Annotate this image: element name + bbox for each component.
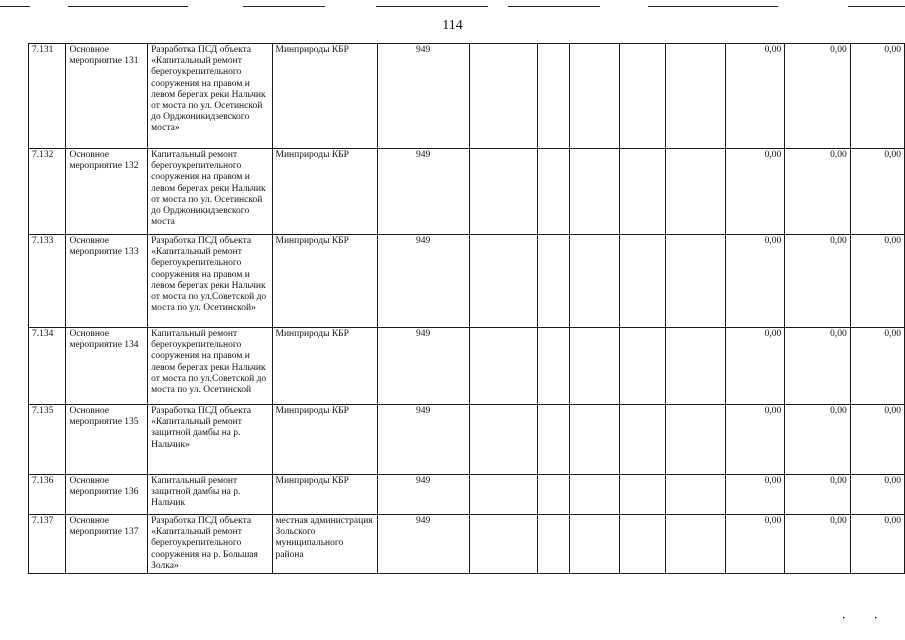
executor: Минприроды КБР — [272, 405, 377, 475]
scan-rule-6 — [648, 6, 778, 7]
measure-type: Основное мероприятие 134 — [66, 328, 148, 405]
table-row — [29, 235, 905, 328]
measure-type: Основное мероприятие 135 — [66, 405, 148, 475]
measure-name: Разработка ПСД объекта «Капитальный ремонт берегоукрепительного сооружения на правом и левом берегах реки Нальчик от моста по ул.Советской до моста по ул. Осетинской» — [148, 235, 272, 328]
amount-3: 0,00 — [850, 515, 904, 574]
empty-cell — [469, 515, 537, 574]
scan-rule-7 — [848, 6, 905, 7]
measure-name: Капитальный ремонт берегоукрепительного сооружения на правом и левом берегах реки Нальчик от моста по ул.Советской до моста по ул. Осетинской — [148, 328, 272, 405]
executor: Минприроды КБР — [272, 475, 377, 515]
empty-cell — [469, 328, 537, 405]
scan-rule-5 — [508, 6, 600, 7]
amount-2: 0,00 — [785, 515, 851, 574]
scan-rule-3 — [243, 6, 325, 7]
budget-code: 949 — [377, 405, 469, 475]
table-row — [29, 405, 905, 475]
empty-cell — [665, 44, 726, 149]
scan-rule-4 — [376, 6, 488, 7]
row-number: 7.133 — [29, 235, 66, 328]
scan-rule-2 — [68, 6, 188, 7]
empty-cell — [665, 405, 726, 475]
measures-table — [28, 43, 905, 574]
measure-name: Капитальный ремонт берегоукрепительного сооружения на правом и левом берегах реки Нальчик от моста по ул. Осетинской до Орджоникидзевского моста — [148, 149, 272, 235]
empty-cell — [665, 235, 726, 328]
amount-1: 0,00 — [726, 475, 785, 515]
amount-3: 0,00 — [850, 44, 904, 149]
amount-2: 0,00 — [785, 44, 851, 149]
empty-cell — [570, 515, 619, 574]
table-row — [29, 515, 905, 574]
row-number: 7.131 — [29, 44, 66, 149]
amount-1: 0,00 — [726, 328, 785, 405]
amount-1: 0,00 — [726, 515, 785, 574]
amount-2: 0,00 — [785, 475, 851, 515]
empty-cell — [665, 149, 726, 235]
empty-cell — [665, 328, 726, 405]
row-number: 7.136 — [29, 475, 66, 515]
empty-cell — [537, 149, 569, 235]
empty-cell — [469, 149, 537, 235]
empty-cell — [537, 44, 569, 149]
measure-type: Основное мероприятие 131 — [66, 44, 148, 149]
empty-cell — [570, 235, 619, 328]
empty-cell — [619, 149, 665, 235]
empty-cell — [469, 475, 537, 515]
empty-cell — [570, 475, 619, 515]
empty-cell — [537, 235, 569, 328]
executor: Минприроды КБР — [272, 44, 377, 149]
budget-code: 949 — [377, 149, 469, 235]
empty-cell — [570, 44, 619, 149]
empty-cell — [619, 515, 665, 574]
table-row — [29, 44, 905, 149]
scan-rule-1 — [0, 6, 30, 7]
empty-cell — [619, 235, 665, 328]
executor: местная администрация Зольского муниципального района — [272, 515, 377, 574]
amount-2: 0,00 — [785, 405, 851, 475]
table-row — [29, 328, 905, 405]
amount-1: 0,00 — [726, 235, 785, 328]
row-number: 7.135 — [29, 405, 66, 475]
empty-cell — [619, 405, 665, 475]
empty-cell — [619, 44, 665, 149]
amount-1: 0,00 — [726, 149, 785, 235]
amount-3: 0,00 — [850, 328, 904, 405]
measure-type: Основное мероприятие 136 — [66, 475, 148, 515]
executor: Минприроды КБР — [272, 328, 377, 405]
amount-1: 0,00 — [726, 44, 785, 149]
amount-3: 0,00 — [850, 235, 904, 328]
empty-cell — [469, 44, 537, 149]
budget-code: 949 — [377, 44, 469, 149]
budget-code: 949 — [377, 515, 469, 574]
amount-2: 0,00 — [785, 328, 851, 405]
scan-mark-left: · — [842, 613, 846, 624]
page-number: 114 — [442, 18, 463, 33]
empty-cell — [537, 475, 569, 515]
empty-cell — [665, 475, 726, 515]
empty-cell — [665, 515, 726, 574]
amount-2: 0,00 — [785, 149, 851, 235]
row-number: 7.137 — [29, 515, 66, 574]
executor: Минприроды КБР — [272, 235, 377, 328]
empty-cell — [619, 328, 665, 405]
executor: Минприроды КБР — [272, 149, 377, 235]
empty-cell — [537, 515, 569, 574]
measure-type: Основное мероприятие 132 — [66, 149, 148, 235]
measure-name: Разработка ПСД объекта «Капитальный ремонт берегоукрепительного сооружения на правом и левом берегах реки Нальчик от моста по ул. Осетинской до Орджоникидзевского моста» — [148, 44, 272, 149]
amount-3: 0,00 — [850, 149, 904, 235]
empty-cell — [469, 235, 537, 328]
budget-code: 949 — [377, 235, 469, 328]
measure-name: Разработка ПСД объекта «Капитальный ремонт защитной дамбы на р. Нальчик» — [148, 405, 272, 475]
budget-code: 949 — [377, 328, 469, 405]
table-row — [29, 149, 905, 235]
measure-type: Основное мероприятие 133 — [66, 235, 148, 328]
empty-cell — [570, 405, 619, 475]
measure-type: Основное мероприятие 137 — [66, 515, 148, 574]
amount-1: 0,00 — [726, 405, 785, 475]
table-body — [29, 44, 905, 574]
measure-name: Капитальный ремонт защитной дамбы на р. Нальчик — [148, 475, 272, 515]
empty-cell — [570, 328, 619, 405]
empty-cell — [537, 328, 569, 405]
empty-cell — [537, 405, 569, 475]
amount-2: 0,00 — [785, 235, 851, 328]
table-row — [29, 475, 905, 515]
row-number: 7.134 — [29, 328, 66, 405]
amount-3: 0,00 — [850, 475, 904, 515]
scan-mark-right: · — [874, 613, 878, 624]
budget-code: 949 — [377, 475, 469, 515]
empty-cell — [570, 149, 619, 235]
measure-name: Разработка ПСД объекта «Капитальный ремонт берегоукрепительного сооружения на р. Большая Золка» — [148, 515, 272, 574]
empty-cell — [619, 475, 665, 515]
amount-3: 0,00 — [850, 405, 904, 475]
row-number: 7.132 — [29, 149, 66, 235]
empty-cell — [469, 405, 537, 475]
